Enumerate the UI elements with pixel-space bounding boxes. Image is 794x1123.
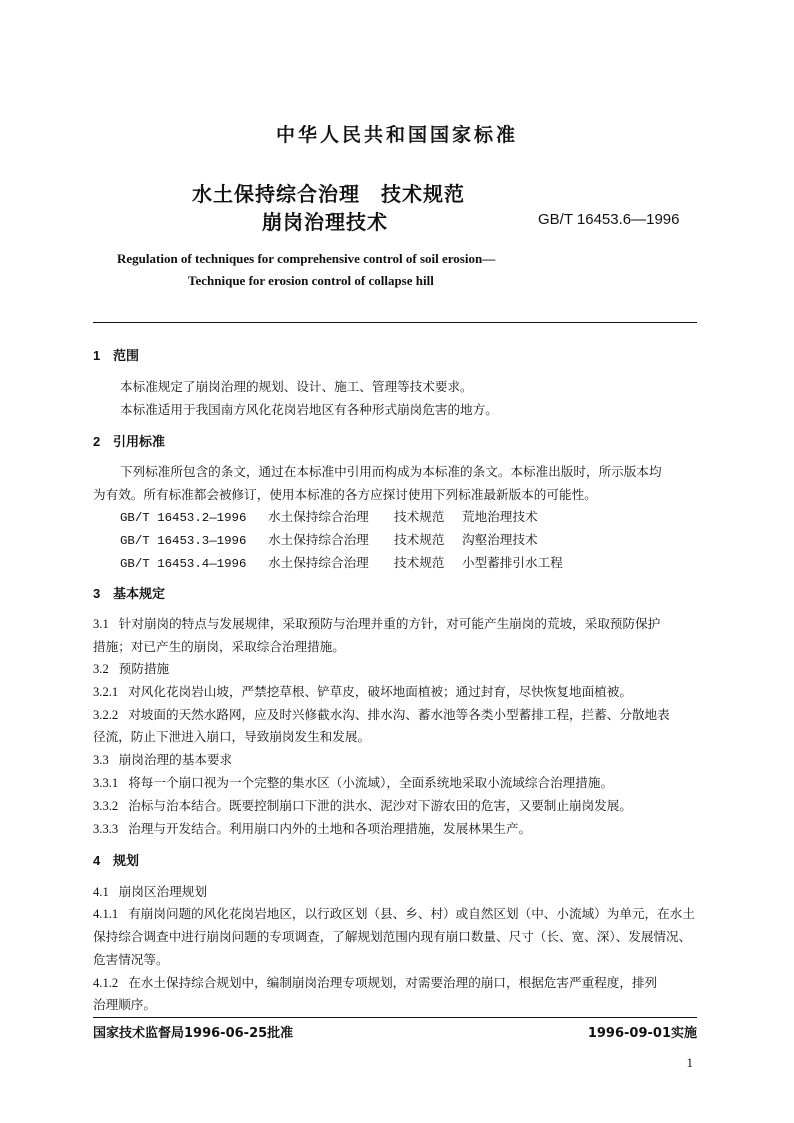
reference-part: 技术规范 — [394, 509, 445, 524]
page-number: 1 — [686, 1055, 693, 1070]
clause-number: 3.2.2 — [93, 708, 119, 722]
reference-name: 水土保持综合治理 — [268, 555, 369, 570]
section-title: 范围 — [113, 349, 140, 364]
clause-title: 崩岗治理的基本要求 — [118, 752, 233, 767]
clause-3-3-1 — [93, 774, 613, 792]
clause-number: 3.1 — [93, 617, 109, 631]
clause-text: 治标与治本结合。既要控制崩口下泄的洪水、泥沙对下游农田的危害，又要制止崩岗发展。 — [128, 798, 632, 813]
clause-3-3 — [93, 751, 232, 769]
section-title: 基本规定 — [113, 587, 166, 602]
clause-3-2-2 — [93, 706, 670, 724]
standard-code: GB/T 16453.6—1996 — [538, 211, 680, 228]
reference-item — [120, 531, 538, 550]
clause-text: 对坡面的天然水路网，应及时兴修截水沟、排水沟、蓄水池等各类小型蓄排工程，拦蓄、分散地表 — [128, 707, 670, 722]
section-2-heading — [93, 433, 165, 451]
clause-number: 4.1.1 — [93, 907, 119, 921]
clause-3-2 — [93, 660, 169, 678]
clause-text: 针对崩岗的特点与发展规律，采取预防与治理并重的方针，对可能产生崩岗的荒坡，采取预防保护 — [118, 616, 661, 631]
reference-topic: 荒地治理技术 — [462, 509, 538, 524]
section-title: 引用标准 — [113, 435, 166, 450]
clause-number: 3.2 — [93, 662, 109, 676]
clause-4-1-1 — [93, 905, 695, 923]
reference-topic: 小型蓄排引水工程 — [462, 555, 563, 570]
clause-text: 有崩岗问题的风化花岗岩地区，以行政区划（县、乡、村）或自然区划（中、小流域）为单元，在水土 — [128, 906, 695, 921]
clause-3-3-2 — [93, 797, 632, 815]
effective-date: 1996-09-01实施 — [587, 1026, 697, 1041]
reference-code: GB/T 16453.3—1996 — [120, 534, 247, 548]
reference-name: 水土保持综合治理 — [268, 532, 369, 547]
reference-item — [120, 508, 538, 527]
clause-4-1-2 — [93, 974, 657, 992]
reference-code: GB/T 16453.4—1996 — [120, 557, 247, 571]
clause-3-1 — [93, 615, 660, 633]
clause-number: 3.3 — [93, 753, 109, 767]
clause-number: 4.1.2 — [93, 976, 119, 990]
section-number: 3 — [93, 586, 101, 601]
paragraph: 本标准适用于我国南方风化花岗岩地区有各种形式崩岗危害的地方。 — [120, 402, 498, 417]
header-divider — [93, 322, 697, 323]
approval-statement: 国家技术监督局1996-06-25批准 — [93, 1026, 294, 1041]
clause-3-2-1 — [93, 683, 632, 701]
reference-code: GB/T 16453.2—1996 — [120, 511, 247, 525]
reference-part: 技术规范 — [394, 555, 445, 570]
section-4-heading — [93, 852, 139, 870]
clause-number: 3.3.3 — [93, 822, 119, 836]
clause-3-1-cont: 措施；对已产生的崩岗，采取综合治理措施。 — [93, 639, 345, 654]
clause-3-3-3 — [93, 820, 531, 838]
clause-title: 崩岗区治理规划 — [118, 884, 207, 899]
section-number: 1 — [93, 348, 101, 363]
english-title-line-2: Technique for erosion control of collapse hill — [188, 273, 434, 288]
title-line-1: 水土保持综合治理 技术规范 — [192, 182, 465, 206]
clause-number: 3.2.1 — [93, 685, 119, 699]
clause-text: 将每一个崩口视为一个完整的集水区（小流域），全面系统地采取小流域综合治理措施。 — [128, 775, 614, 790]
clause-4-1-2-cont: 治理顺序。 — [93, 997, 156, 1012]
paragraph: 下列标准所包含的条文，通过在本标准中引用而构成为本标准的条文。本标准出版时，所示版本均 — [120, 464, 662, 479]
reference-topic: 沟壑治理技术 — [462, 532, 538, 547]
section-title: 规划 — [113, 854, 140, 869]
reference-part: 技术规范 — [394, 532, 445, 547]
clause-3-2-2-cont: 径流，防止下泄进入崩口，导致崩岗发生和发展。 — [93, 729, 371, 744]
paragraph: 为有效。所有标准都会被修订，使用本标准的各方应探讨使用下列标准最新版本的可能性。 — [93, 487, 597, 502]
english-title-line-1: Regulation of techniques for comprehensive control of soil erosion— — [117, 251, 496, 266]
clause-4-1-1-cont: 危害情况等。 — [93, 952, 169, 967]
clause-text: 在水土保持综合规划中，编制崩岗治理专项规划，对需要治理的崩口，根据危害严重程度，排列 — [128, 975, 658, 990]
paragraph: 本标准规定了崩岗治理的规划、设计、施工、管理等技术要求。 — [120, 379, 473, 394]
footer-divider — [93, 1017, 697, 1018]
clause-text: 对风化花岗岩山坡，严禁挖草根、铲草皮，破坏地面植被；通过封育，尽快恢复地面植被。 — [128, 684, 632, 699]
clause-number: 4.1 — [93, 885, 109, 899]
clause-text: 治理与开发结合。利用崩口内外的土地和各项治理措施，发展林果生产。 — [128, 821, 532, 836]
clause-number: 3.3.2 — [93, 799, 119, 813]
section-1-heading — [93, 347, 139, 365]
title-line-2: 崩岗治理技术 — [262, 210, 388, 234]
section-number: 2 — [93, 434, 101, 449]
clause-4-1-1-cont: 保持综合调查中进行崩岗问题的专项调查，了解规划范围内现有崩口数量、尺寸（长、宽、深）、发展情况、 — [93, 929, 692, 944]
clause-number: 3.3.1 — [93, 776, 119, 790]
reference-name: 水土保持综合治理 — [268, 509, 369, 524]
section-number: 4 — [93, 853, 101, 868]
national-standard-header: 中华人民共和国国家标准 — [275, 124, 518, 146]
section-3-heading — [93, 585, 165, 603]
clause-4-1 — [93, 883, 207, 901]
clause-title: 预防措施 — [118, 661, 170, 676]
reference-item — [120, 554, 563, 573]
